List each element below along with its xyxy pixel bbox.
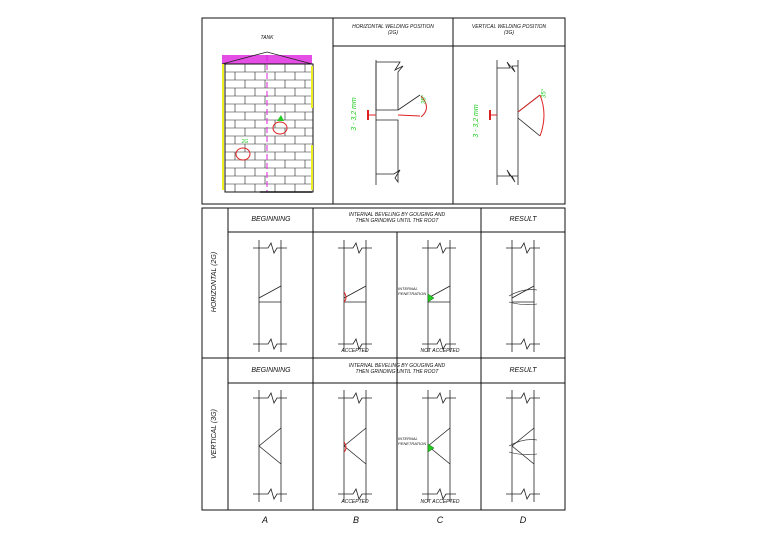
header-process-1 [314,213,480,225]
vertical-title-line2: (3G) [504,29,514,36]
horizontal-gap-label: 3 - 3,2 mm [350,97,358,131]
break-symbol [253,243,287,253]
break-symbol [338,393,372,403]
break-symbol [506,243,540,253]
header-result-1: RESULT [509,216,537,223]
internal-penetration-label-1 [398,287,432,296]
header-result-2: RESULT [509,367,537,374]
internal-penetration-1-line2: PENETRATION [398,290,427,296]
break-symbol [338,489,372,499]
break-symbol [422,489,456,499]
letter-c: C [436,515,444,525]
tank-mark-2g: 2G [241,139,249,145]
row-label-horizontal: HORIZONTAL (2G) [210,251,218,313]
bevel-line [259,286,281,298]
vertical-title [455,25,563,37]
header-beginning-2: BEGINNING [251,367,291,374]
break-symbol [506,393,540,403]
bevel-line [512,446,534,464]
bevel-line [512,286,534,298]
break-symbol [253,489,287,499]
internal-penetration-1-line1: INTERNAL [398,286,418,291]
bevel-line [259,446,281,464]
internal-penetration-2-line2: PENETRATION [398,440,427,446]
bevel-line [344,286,366,298]
not-accepted-label-2: NOT ACCEPTED [420,499,460,505]
header-process-2 [314,364,480,376]
header-process-2-line1: INTERNAL BEVELING BY GOUGING AND [348,363,446,369]
weld-bead [509,452,537,455]
internal-penetration-label-2 [398,437,432,446]
letter-a: A [261,515,268,525]
tank-drawing [222,52,313,192]
break-symbol [506,489,540,499]
vertical-title-line1: VERTICAL WELDING POSITION [471,24,547,30]
break-symbol [422,393,456,403]
header-process-1-line2: THEN GRINDING UNTIL THE ROOT [355,217,439,224]
header-process-2-line2: THEN GRINDING UNTIL THE ROOT [355,368,439,375]
horizontal-title-line2: (2G) [388,29,398,36]
break-symbol [506,339,540,349]
header-process-1-line1: INTERNAL BEVELING BY GOUGING AND [348,212,446,218]
horizontal-title-line1: HORIZONTAL WELDING POSITION [352,24,434,30]
vertical-gap-label: 3 - 3,2 mm [472,104,480,138]
bevel-line [344,428,366,446]
bevel-line [344,446,366,464]
break-symbol [253,339,287,349]
vertical-joint-detail [490,60,544,185]
horizontal-title [335,25,451,37]
header-beginning-1: BEGINNING [251,216,291,223]
letter-d: D [519,515,527,525]
accepted-label-2: ACCEPTED [341,499,369,505]
main-grid-frame [202,208,565,510]
horizontal-angle-label: 35° [421,94,428,104]
bevel-line [512,428,534,446]
bevel-line [259,428,281,446]
internal-penetration-2-line1: INTERNAL [398,436,418,441]
weld-bead [509,290,537,296]
vertical-angle-label: 35° [541,88,548,98]
tank-label: TANK [260,35,274,41]
break-symbol [253,393,287,403]
not-accepted-label-1: NOT ACCEPTED [420,348,460,354]
accepted-label-1: ACCEPTED [341,348,369,354]
break-symbol [338,243,372,253]
horizontal-joint-detail [368,60,427,185]
letter-b: B [352,515,359,525]
row-label-vertical: VERTICAL (3G) [210,409,218,459]
break-symbol [422,243,456,253]
